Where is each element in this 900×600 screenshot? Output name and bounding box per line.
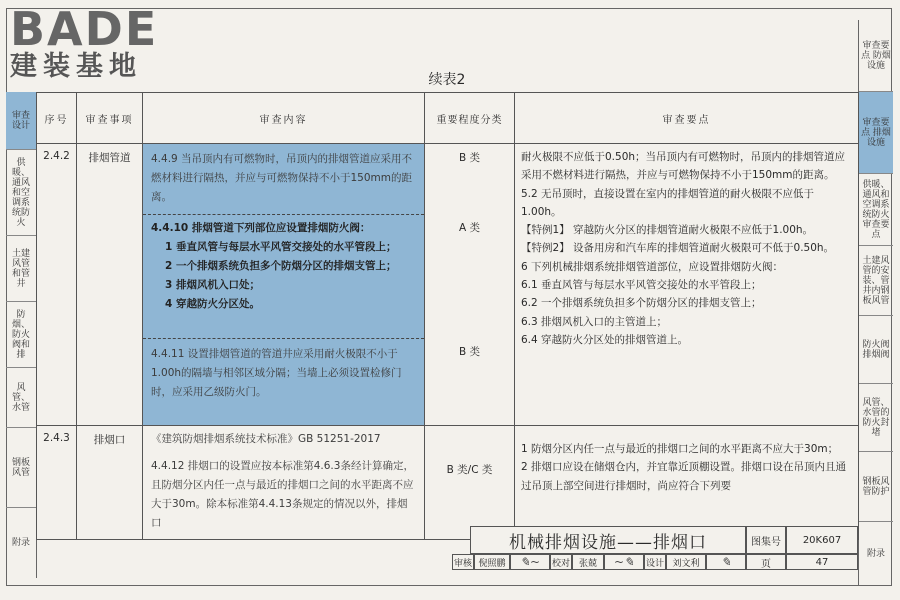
header-seq: 序号 bbox=[37, 93, 77, 144]
row-item: 排烟管道 bbox=[77, 144, 143, 426]
checker-signature: ~✎ bbox=[604, 554, 644, 570]
left-tab-6[interactable]: 钢板风管 bbox=[6, 428, 36, 508]
review-label: 审核 bbox=[452, 554, 474, 570]
drawing-name: 机械排烟设施——排烟口 bbox=[470, 526, 746, 554]
grade-4-4-11: B 类 bbox=[458, 346, 481, 358]
design-label: 设计 bbox=[644, 554, 666, 570]
header-content: 审查内容 bbox=[143, 93, 425, 144]
header-points: 审查要点 bbox=[515, 93, 859, 144]
point-text: 【特例2】 设备用房和汽车库的排烟管道耐火极限可不低于0.50h。 bbox=[521, 242, 835, 255]
clause-4-4-12: 4.4.12 排烟口的设置应按本标准第4.6.3条经计算确定，且防烟分区内任一点与最近的排烟口之间的水平距离不应大于30m。除本标准第4.4.13条规定的情况以外，排烟口 bbox=[151, 460, 414, 529]
row-points bbox=[515, 144, 859, 426]
clause-4-4-11: 4.4.11 设置排烟管道的管道井应采用耐火极限不小于1.00h的隔墙与相邻区域分隔；当墙上必须设置检修门时，应采用乙级防火门。 bbox=[143, 338, 424, 424]
row-seq: 2.4.3 bbox=[37, 426, 77, 540]
point-text: 【特例1】 穿越防火分区的排烟管道耐火极限不应低于1.00h。 bbox=[521, 224, 814, 237]
page-title: 续表2 bbox=[428, 72, 466, 88]
brand-subtitle: 建装基地 bbox=[10, 51, 142, 82]
point-text: 6.2 一个排烟系统负担多个防烟分区的排烟支管上； bbox=[521, 297, 762, 310]
atlas-label: 图集号 bbox=[746, 526, 786, 554]
right-tab-5[interactable]: 防火阀 排烟阀 bbox=[859, 316, 893, 384]
row-importance bbox=[425, 144, 515, 426]
row-content bbox=[143, 426, 425, 540]
right-tab-7[interactable]: 钢板风管防护 bbox=[859, 452, 893, 522]
left-sidebar bbox=[6, 92, 37, 578]
designer-signature: ✎ bbox=[706, 554, 746, 570]
review-table bbox=[36, 92, 859, 540]
point-text: 6 下列机械排烟系统排烟管道部位，应设置排烟防火阀： bbox=[521, 260, 784, 273]
point-text: 5.2 无吊顶时，直接设置在室内的排烟管道的耐火极限不应低于1.00h。 bbox=[521, 187, 815, 218]
row-content bbox=[143, 144, 425, 426]
row-seq: 2.4.2 bbox=[37, 144, 77, 426]
page-label: 页 bbox=[746, 554, 786, 570]
atlas-number: 20K607 bbox=[786, 526, 858, 554]
brand-logo: BADE bbox=[10, 2, 159, 56]
left-tab-1[interactable]: 审查设计 bbox=[6, 92, 36, 150]
point-text: 6.4 穿越防火分区处的排烟管道上。 bbox=[521, 333, 689, 346]
grade-4-4-9: B 类 bbox=[458, 152, 481, 164]
point-text: 6.1 垂直风管与每层水平风管交接处的水平管段上； bbox=[521, 279, 762, 292]
grade-4-4-10: A 类 bbox=[458, 222, 481, 234]
reviewer-name: 倪照鹏 bbox=[474, 554, 510, 570]
left-tab-2[interactable]: 供暖、通风和空调系统防火 bbox=[6, 150, 36, 236]
clause-item: 4 穿越防火分区处。 bbox=[165, 298, 260, 310]
designer-name: 刘文利 bbox=[666, 554, 706, 570]
page-number: 47 bbox=[786, 554, 858, 570]
left-tab-7[interactable]: 附录 bbox=[11, 538, 30, 548]
header-item: 审查事项 bbox=[77, 93, 143, 144]
grade-4-4-12: B 类/C 类 bbox=[446, 464, 493, 476]
row-item: 排烟口 bbox=[77, 426, 143, 540]
header-importance: 重要程度分类 bbox=[425, 93, 515, 144]
clause-4-4-10 bbox=[143, 214, 424, 338]
clause-item: 2 一个排烟系统负担多个防烟分区的排烟支管上； bbox=[165, 260, 397, 272]
point-text: 1 防烟分区内任一点与最近的排烟口之间的水平距离不应大于30m； bbox=[521, 443, 839, 455]
row-importance bbox=[425, 426, 515, 540]
clause-standard-ref: 《建筑防烟排烟系统技术标准》GB 51251-2017 bbox=[151, 433, 381, 445]
check-label: 校对 bbox=[550, 554, 572, 570]
right-tab-3[interactable]: 供暖、通风和空调系统防火审查要点 bbox=[859, 174, 893, 246]
right-tab-4[interactable]: 土建风管的安装、管井内钢板风管 bbox=[859, 246, 893, 316]
reviewer-signature: ✎~ bbox=[510, 554, 550, 570]
point-text: 耐火极限不应低于0.50h；当吊顶内有可燃物时，吊顶内的排烟管道应采用不燃材料进行隔热，并应与可燃物保持不小于150mm的距离。 bbox=[521, 151, 846, 182]
right-tab-6[interactable]: 风管、水管的防火封堵 bbox=[859, 384, 893, 452]
left-tab-3[interactable]: 土建风管和管井 bbox=[6, 236, 36, 302]
clause-item: 3 排烟风机入口处； bbox=[165, 279, 260, 291]
table-row bbox=[37, 144, 859, 426]
right-tab-8[interactable]: 附录 bbox=[866, 549, 885, 559]
point-text: 2 排烟口应设在储烟仓内，并宜靠近顶棚设置。排烟口设在吊顶内且通过吊顶上部空间进行排烟时，尚应符合下列要 bbox=[521, 461, 847, 492]
right-tab-1[interactable]: 审查要点 防烟设施 bbox=[859, 20, 893, 92]
clause-4-4-9: 4.4.9 当吊顶内有可燃物时，吊顶内的排烟管道应采用不燃材料进行隔热，并应与可燃物保持不小于150mm的距离。 bbox=[151, 153, 413, 203]
table-row bbox=[37, 426, 859, 540]
left-tab-4[interactable]: 防烟、防火阀和排 bbox=[6, 302, 36, 368]
clause-4-4-10-lead: 4.4.10 排烟管道下列部位应设置排烟防火阀： bbox=[151, 222, 371, 234]
right-sidebar bbox=[858, 20, 893, 586]
title-block bbox=[453, 526, 858, 578]
clause-item: 1 垂直风管与每层水平风管交接处的水平管段上； bbox=[165, 241, 397, 253]
checker-name: 张兢 bbox=[572, 554, 604, 570]
row-points bbox=[515, 426, 859, 540]
table-header-row bbox=[37, 93, 859, 144]
right-tab-2[interactable]: 审查要点 排烟设施 bbox=[859, 92, 893, 174]
point-text: 6.3 排烟风机入口的主管道上； bbox=[521, 315, 668, 328]
left-tab-5[interactable]: 风管、水管 bbox=[6, 368, 36, 428]
